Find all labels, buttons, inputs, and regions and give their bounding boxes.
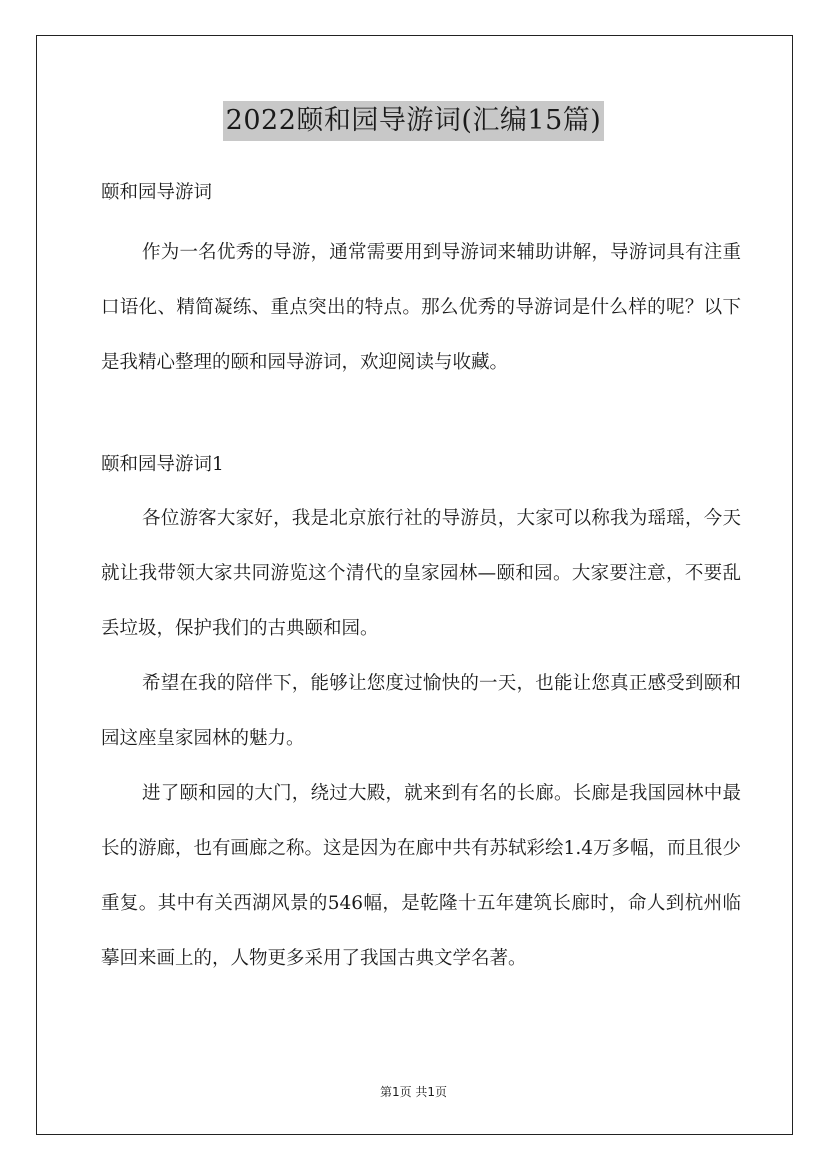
body-block xyxy=(101,491,741,986)
body-paragraph-2: 希望在我的陪伴下，能够让您度过愉快的一天，也能让您真正感受到颐和园这座皇家园林的魅力。 xyxy=(101,673,741,749)
intro-paragraph: 作为一名优秀的导游，通常需要用到导游词来辅助讲解，导游词具有注重口语化、精简凝练、重点突出的特点。那么优秀的导游词是什么样的呢？以下是我精心整理的颐和园导游词，欢迎阅读与收藏。 xyxy=(101,242,741,373)
body-paragraph-1: 各位游客大家好，我是北京旅行社的导游员，大家可以称我为瑶瑶，今天就让我带领大家共同游览这个清代的皇家园林—颐和园。大家要注意，不要乱丢垃圾，保护我们的古典颐和园。 xyxy=(101,508,741,639)
sub-heading: 颐和园导游词1 xyxy=(101,454,224,475)
body-paragraph-3: 进了颐和园的大门，绕过大殿，就来到有名的长廊。长廊是我国园林中最长的游廊，也有画廊之称。这是因为在廊中共有苏轼彩绘1.4万多幅，而且很少重复。其中有关西湖风景的546幅，是乾隆十五年建筑长廊时，命人到杭州临摹回来画上的，人物更多采用了我国古典文学名著。 xyxy=(101,783,741,969)
title-container xyxy=(0,101,827,141)
intro-block xyxy=(101,225,741,390)
page-footer: 第1页 共1页 xyxy=(379,1085,448,1099)
document-title: 2022颐和园导游词(汇编15篇) xyxy=(223,101,605,141)
section-heading: 颐和园导游词 xyxy=(101,182,213,203)
